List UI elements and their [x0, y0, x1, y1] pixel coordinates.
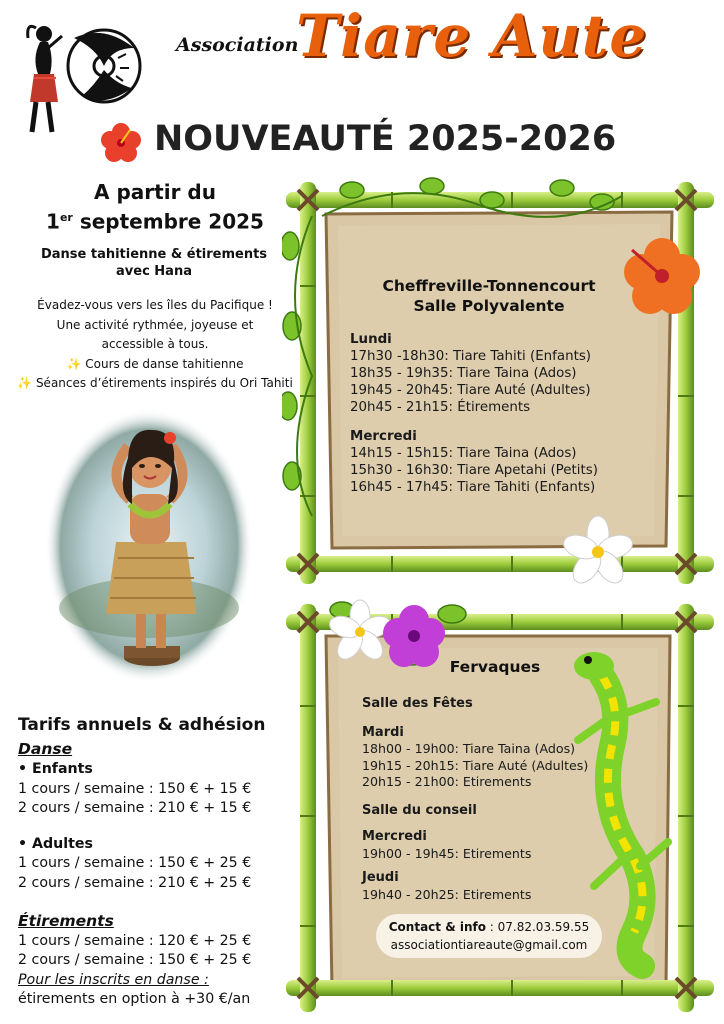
schedule-slot: 19h45 - 20h45: Tiare Auté (Adultes) [350, 383, 591, 398]
pricing-title: Tarifs annuels & adhésion [18, 715, 266, 735]
day-heading: Mercredi [362, 829, 427, 844]
schedule-slot: 20h15 - 21h00: Etirements [362, 774, 532, 789]
location2-schedule [362, 696, 608, 903]
feature-stretch [10, 374, 300, 394]
start-date-line2 [30, 205, 280, 235]
association-prefix: Association [176, 34, 299, 56]
location1-venue: Salle Polyvalente [413, 297, 565, 315]
location1-schedule [350, 331, 630, 496]
location1-city: Cheffreville-Tonnencourt [382, 277, 596, 295]
schedule-slot: 17h30 -18h30: Tiare Tahiti (Enfants) [350, 349, 592, 364]
pricing-enfants-heading: • Enfants [18, 761, 93, 777]
schedule-slot: 18h35 - 19h35: Tiare Taina (Ados) [350, 366, 577, 381]
start-date-sup: er [59, 211, 73, 224]
pricing-line: 1 cours / semaine : 120 € + 25 € [18, 932, 252, 949]
start-date-day: 1 [46, 209, 60, 234]
schedule-slot: 19h40 - 20h25: Etirements [362, 886, 532, 902]
start-date-rest: septembre 2025 [72, 209, 264, 234]
pricing-line: 1 cours / semaine : 150 € + 25 € [18, 855, 252, 872]
intro-subtitle-line1: Danse tahitienne & étirements [40, 247, 268, 262]
location2-city: Fervaques [449, 658, 541, 676]
intro-subtitle-line2: avec Hana [116, 264, 192, 279]
schedule-slot: 19h00 - 19h45: Etirements [362, 845, 532, 861]
day-heading: Mardi [362, 724, 404, 740]
pricing-line: 2 cours / semaine : 210 € + 25 € [18, 874, 252, 891]
contact-email[interactable]: associationtiareaute@gmail.com [390, 938, 588, 952]
intro-text-line: Une activité rythmée, joyeuse et [56, 317, 254, 332]
pricing-note-value: étirements en option à +30 €/an [18, 991, 251, 1008]
schedule-slot: 16h45 - 17h45: Tiare Tahiti (Enfants) [350, 480, 596, 495]
feature-dance-label: Cours de danse tahitienne [81, 356, 244, 371]
schedule-slot: 14h15 - 15h15: Tiare Taina (Ados) [350, 446, 577, 461]
day-heading: Jeudi [362, 870, 399, 885]
pricing-line: 1 cours / semaine : 150 € + 15 € [18, 780, 252, 797]
pricing-danse-heading: Danse [18, 740, 73, 758]
room-heading: Salle du conseil [362, 802, 477, 818]
location1-header [356, 276, 622, 316]
pricing-adultes-heading: • Adultes [18, 835, 93, 852]
schedule-slot: 19h15 - 20h15: Tiare Auté (Adultes) [362, 757, 589, 773]
intro-subtitle [14, 246, 294, 280]
intro-text-line: accessible à tous. [101, 337, 209, 351]
pricing-line: 2 cours / semaine : 210 € + 15 € [18, 800, 252, 817]
contact-label: Contact & info [388, 920, 486, 934]
schedule-slot: 18h00 - 19h00: Tiare Taina (Ados) [362, 741, 576, 756]
feature-stretch-label: Séances d’étirements inspirés du Ori Tahiti [32, 376, 293, 390]
contact-info [376, 914, 602, 958]
contact-line [376, 918, 602, 936]
room-heading: Salle des Fêtes [362, 696, 473, 711]
pricing-section [18, 712, 308, 1010]
pricing-line: 2 cours / semaine : 150 € + 25 € [18, 952, 252, 969]
association-name: Tiare Aute [296, 2, 648, 70]
intro-text-line: Évadez-vous vers les îles du Pacifique ! [37, 298, 273, 312]
pricing-note-label: Pour les inscrits en danse : [18, 971, 209, 988]
sparkle-icon: ✨ [66, 356, 82, 371]
hibiscus-icon [100, 122, 142, 164]
pricing-etirements-heading: Étirements [18, 911, 114, 930]
start-date-line1: A partir du [94, 180, 216, 204]
contact-phone[interactable]: : 07.82.03.59.55 [485, 920, 590, 934]
headline-title: NOUVEAUTÉ 2025-2026 [154, 119, 617, 159]
schedule-slot: 20h45 - 21h15: Étirements [350, 400, 531, 415]
feature-dance [10, 355, 300, 375]
schedule-slot: 15h30 - 16h30: Tiare Apetahi (Petits) [350, 463, 598, 478]
sparkle-icon: ✨ [17, 376, 33, 390]
intro-text [10, 296, 300, 394]
day-heading: Mercredi [350, 429, 417, 444]
tiki-dancer-logo-icon [22, 18, 142, 136]
day-heading: Lundi [350, 332, 392, 347]
hula-dancer-figurine-image [44, 408, 254, 684]
start-date [30, 180, 280, 235]
